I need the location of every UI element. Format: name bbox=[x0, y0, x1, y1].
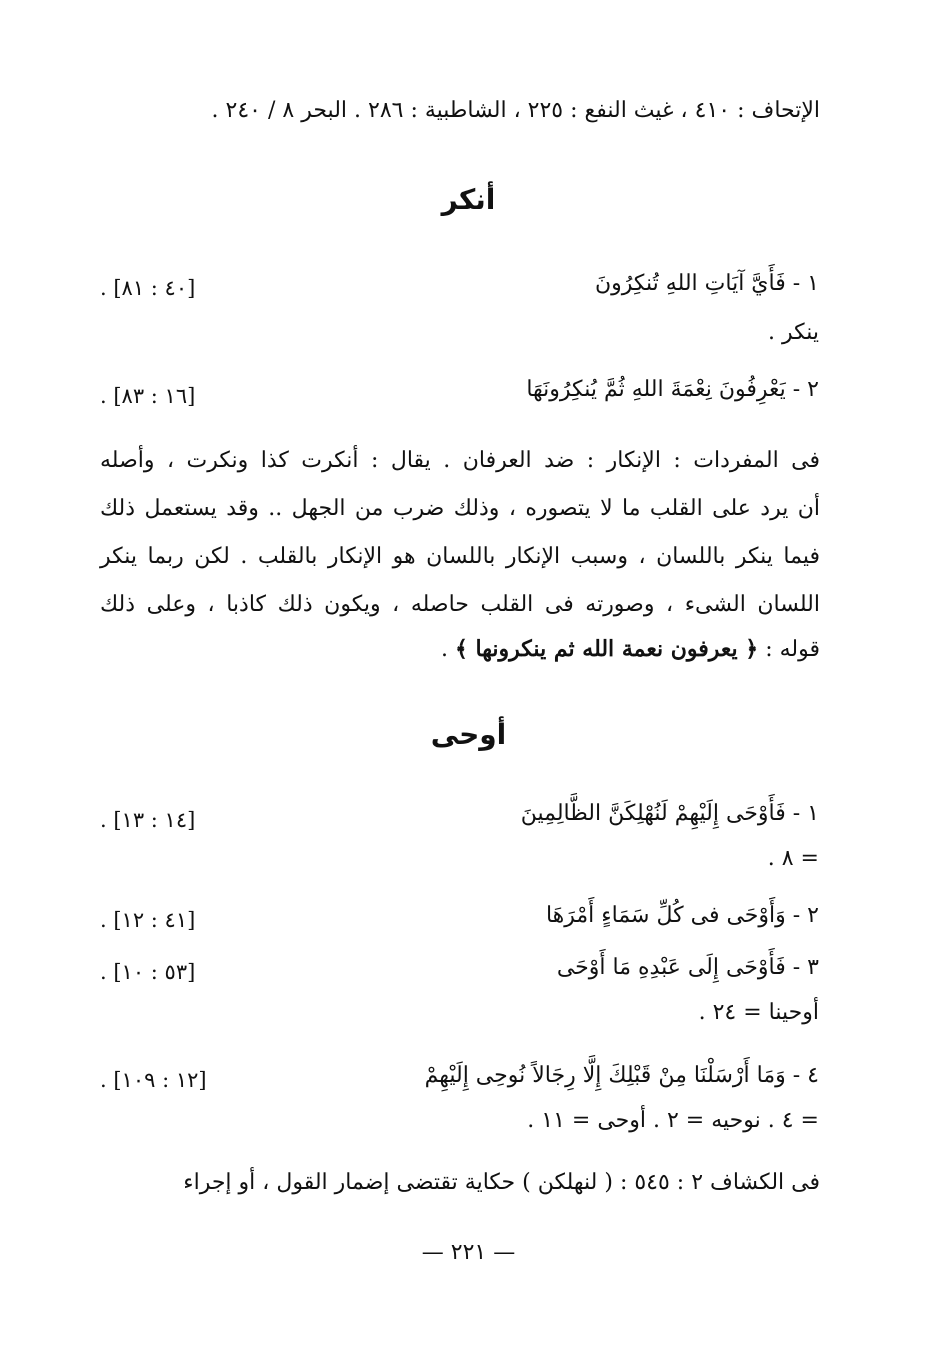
commentary-line: فى المفردات : الإنكار : ضد العرفان . يقال : أنكرت كذا ونكرت ، وأصله bbox=[100, 448, 820, 473]
verse-note: = ٤ . نوحيه = ٢ . أوحى = ١١ . bbox=[527, 1108, 819, 1133]
quran-quote: ﴿ يعرفون نعمة الله ثم ينكرونها ﴾ bbox=[455, 636, 759, 662]
commentary-line: أن يرد على القلب ما لا يتصوره ، وذلك ضرب من الجهل .. وقد يستعمل ذلك bbox=[100, 496, 820, 521]
commentary-quote-line bbox=[100, 634, 820, 665]
verse-note: أوحينا = ٢٤ . bbox=[698, 1000, 819, 1025]
verse-reference: [١٤ : ١٣] . bbox=[100, 808, 196, 832]
section-heading-ankara: أنكر bbox=[441, 183, 496, 216]
verse-line: ١ - فَأَوْحَى إِلَيْهِمْ لَنُهْلِكَنَّ الظَّالِمِينَ bbox=[520, 801, 819, 826]
commentary-line: فيما ينكر باللسان ، وسبب الإنكار باللسان هو الإنكار بالقلب . لكن ربما ينكر bbox=[100, 544, 820, 569]
verse-line: ٤ - وَمَا أَرْسَلْنَا مِنْ قَبْلِكَ إِلَّا رِجَالاً نُوحِى إِلَيْهِمْ bbox=[424, 1063, 819, 1088]
footnote-line: فى الكشاف ٢ : ٥٤٥ : ( لنهلكن ) حكاية تقتضى إضمار القول ، أو إجراء bbox=[183, 1170, 820, 1195]
verse-line: ٢ - يَعْرِفُونَ نِعْمَةَ اللهِ ثُمَّ يُنكِرُونَهَا bbox=[526, 377, 819, 402]
verse-line: ٣ - فَأَوْحَى إِلَى عَبْدِهِ مَا أَوْحَى bbox=[556, 955, 819, 980]
verse-reference: [٤١ : ١٢] . bbox=[100, 908, 196, 932]
verse-note: ينكر . bbox=[767, 320, 819, 345]
quote-suffix: . bbox=[441, 637, 448, 662]
top-references: الإتحاف : ٤١٠ ، غيث النفع : ٢٢٥ ، الشاطبية : ٢٨٦ . البحر ٨ / ٢٤٠ . bbox=[211, 98, 820, 123]
section-heading-awha: أوحى bbox=[430, 718, 507, 751]
quote-prefix: قوله : bbox=[765, 637, 820, 662]
page-number: — ٢٢١ — bbox=[421, 1240, 516, 1265]
commentary-line: اللسان الشىء ، وصورته فى القلب حاصله ، ويكون ذلك كاذبا ، وعلى ذلك bbox=[100, 592, 820, 617]
verse-reference: [٥٣ : ١٠] . bbox=[100, 960, 196, 984]
verse-line: ١ - فَأَيَّ آيَاتِ اللهِ تُنكِرُونَ bbox=[594, 271, 819, 296]
verse-note: = ٨ . bbox=[767, 846, 819, 871]
verse-line: ٢ - وَأَوْحَى فى كُلِّ سَمَاءٍ أَمْرَهَا bbox=[545, 903, 819, 928]
verse-reference: [٤٠ : ٨١] . bbox=[100, 276, 196, 300]
verse-reference: [١٦ : ٨٣] . bbox=[100, 384, 196, 408]
verse-reference: [١٢ : ١٠٩] . bbox=[100, 1068, 207, 1092]
